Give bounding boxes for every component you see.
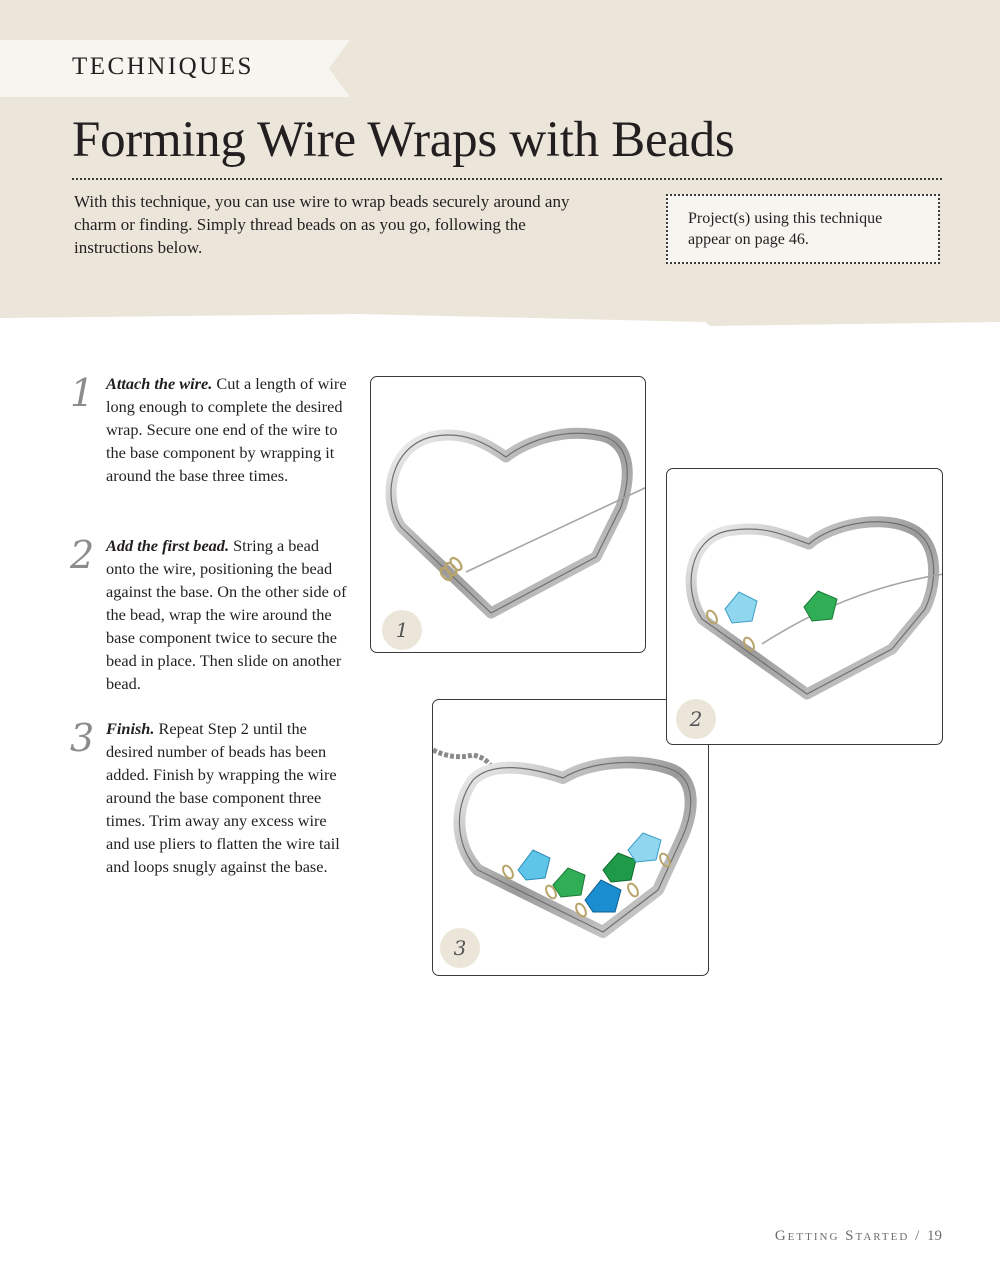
title-divider <box>72 178 942 180</box>
step-badge: 1 <box>382 610 422 650</box>
photo-step-1 <box>370 376 646 653</box>
footer-section: Getting Started <box>774 1228 910 1244</box>
page-number: 19 <box>927 1228 942 1244</box>
step-number: 1 <box>70 371 95 415</box>
step-description: String a bead onto the wire, positioning the bead against the base. On the other side of the bead, wrap the wire around the base component twice to secure the bead in place. Then slide on another bead. <box>106 536 347 693</box>
step-text <box>106 534 351 695</box>
intro-paragraph: With this technique, you can use wire to wrap beads securely around any charm or finding. Simply thread beads on as you go, following the instructions below. <box>74 192 570 257</box>
step-number: 2 <box>70 533 95 577</box>
page-title: Forming Wire Wraps with Beads <box>72 112 735 168</box>
step-description: Cut a length of wire long enough to complete the desired wrap. Secure one end of the wire to the base component by wrapping it around the base three times. <box>106 374 347 485</box>
step-heading: Finish. <box>106 719 155 738</box>
step-text <box>106 717 351 878</box>
heart-wire-image <box>371 377 646 653</box>
step-description: Repeat Step 2 until the desired number of beads has been added. Finish by wrapping the wire around the base component three times. Trim away any excess wire and use pliers to flatten the wire tail and loops snugly against the base. <box>106 719 340 876</box>
step-text <box>106 372 351 487</box>
photo-step-2 <box>666 468 943 745</box>
step-badge: 2 <box>676 699 716 739</box>
step-number: 3 <box>70 716 95 760</box>
page-footer <box>775 1228 942 1245</box>
footer-separator: / <box>915 1228 922 1244</box>
step-heading: Attach the wire. <box>106 374 213 393</box>
section-label: TECHNIQUES <box>72 53 254 80</box>
step-badge: 3 <box>440 928 480 968</box>
step-heading: Add the first bead. <box>106 536 230 555</box>
project-callout: Project(s) using this technique appear on page 46. <box>666 194 940 264</box>
